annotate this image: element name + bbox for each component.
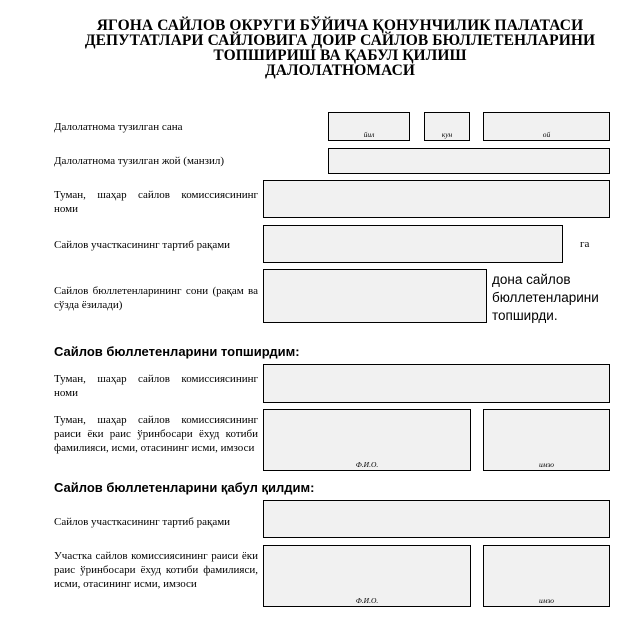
received-signature-hint: имзо: [538, 596, 555, 605]
handover-fio-field[interactable]: [263, 409, 471, 471]
handover-signature-hint: имзо: [538, 460, 555, 469]
date-label: Далолатнома тузилган сана: [54, 121, 183, 133]
ballot-count-label: Сайлов бюллетенларининг сони (рақам ва сўзда ёзилади): [54, 285, 258, 311]
ballot-count-suffix: дона сайлов бюллетенларини топширди.: [492, 272, 599, 323]
received-station-field[interactable]: [263, 500, 610, 538]
title-line-3: ТОПШИРИШ ВА ҚАБУЛ ҚИЛИШ: [213, 47, 467, 64]
document-title: [60, 18, 620, 78]
month-field[interactable]: [483, 112, 610, 141]
title-line-1: ЯГОНА САЙЛОВ ОКРУГИ БЎЙИЧА ҚОНУНЧИЛИК ПАЛАТАСИ: [96, 17, 584, 34]
place-field[interactable]: [328, 148, 610, 174]
received-official-label: Участка сайлов комиссиясининг раиси ёки раис ўринбосари ёхуд котиби фамилияси, исми, отасининг исми, имзоси: [54, 550, 258, 590]
commission-name-field[interactable]: [263, 180, 610, 218]
handover-commission-field[interactable]: [263, 364, 610, 403]
month-hint: ой: [542, 130, 551, 139]
title-line-2: ДЕПУТАТЛАРИ САЙЛОВИГА ДОИР САЙЛОВ БЮЛЛЕТЕНЛАРИНИ: [84, 32, 596, 49]
handover-fio-hint: Ф.И.О.: [355, 460, 379, 469]
commission-name-label: Туман, шаҳар сайлов комиссиясининг номи: [54, 189, 258, 215]
received-signature-field[interactable]: [483, 545, 610, 607]
received-station-label: Сайлов участкасининг тартиб рақами: [54, 516, 231, 528]
station-number-label: Сайлов участкасининг тартиб рақами: [54, 239, 231, 251]
received-heading: Сайлов бюллетенларини қабул қилдим:: [54, 480, 315, 495]
handover-commission-label: Туман, шаҳар сайлов комиссиясининг номи: [54, 373, 258, 399]
handed-over-heading: Сайлов бюллетенларини топширдим:: [54, 344, 300, 359]
title-line-4: ДАЛОЛАТНОМАСИ: [264, 62, 416, 79]
ballot-count-field[interactable]: [263, 269, 487, 323]
received-fio-field[interactable]: [263, 545, 471, 607]
handover-signature-field[interactable]: [483, 409, 610, 471]
station-number-suffix: га: [580, 238, 590, 250]
day-hint: кун: [441, 130, 453, 139]
year-field[interactable]: [328, 112, 410, 141]
received-fio-hint: Ф.И.О.: [355, 596, 379, 605]
handover-official-label: Туман, шаҳар сайлов комиссиясининг раиси ёки раис ўринбосари ёхуд котиби фамилияси, исми, отасининг исми, имзоси: [54, 414, 258, 454]
place-label: Далолатнома тузилган жой (манзил): [54, 155, 224, 167]
station-number-field[interactable]: [263, 225, 563, 263]
day-field[interactable]: [424, 112, 470, 141]
year-hint: йил: [363, 130, 375, 139]
